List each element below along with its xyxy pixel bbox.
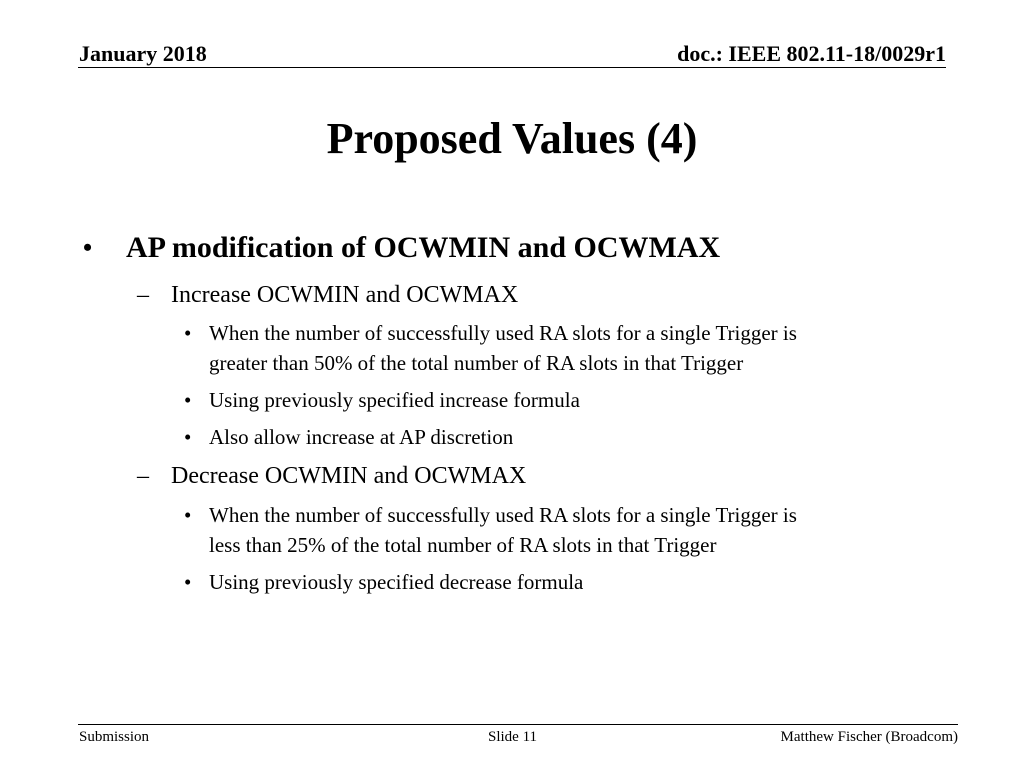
header-date: January 2018 — [79, 41, 207, 66]
list-item-text: Using previously specified decrease formula — [209, 570, 584, 594]
list-item-text: Using previously specified increase formula — [209, 388, 580, 412]
header-divider — [78, 67, 946, 68]
footer-slide-number: Slide 11 — [488, 729, 538, 745]
dash-icon: – — [137, 463, 149, 489]
bullet-dot-icon: • — [184, 570, 192, 594]
bullet-dot-icon: • — [184, 388, 192, 412]
bullet-dot-icon: • — [184, 503, 192, 527]
list-item-text: When the number of successfully used RA slots for a single Trigger is — [209, 321, 797, 345]
bullet-dot-icon: • — [184, 425, 192, 449]
bullet-dot-icon: • — [83, 233, 93, 262]
sub-bullet-decrease-text: Decrease OCWMIN and OCWMAX — [171, 463, 527, 489]
slide-title: Proposed Values (4) — [326, 114, 698, 163]
list-item-text: When the number of successfully used RA slots for a single Trigger is — [209, 503, 797, 527]
list-item-text: greater than 50% of the total number of RA slots in that Trigger — [209, 351, 744, 375]
footer-author: Matthew Fischer (Broadcom) — [780, 729, 958, 745]
list-item-text: less than 25% of the total number of RA slots in that Trigger — [209, 533, 717, 557]
bullet-dot-icon: • — [184, 321, 192, 345]
footer-divider — [78, 724, 958, 725]
bullet-level1-text: AP modification of OCWMIN and OCWMAX — [126, 231, 721, 264]
header-doc-id: doc.: IEEE 802.11-18/0029r1 — [677, 41, 946, 66]
footer-submission: Submission — [79, 729, 150, 745]
dash-icon: – — [137, 282, 149, 308]
sub-bullet-increase-text: Increase OCWMIN and OCWMAX — [171, 282, 519, 308]
list-item-text: Also allow increase at AP discretion — [209, 425, 514, 449]
